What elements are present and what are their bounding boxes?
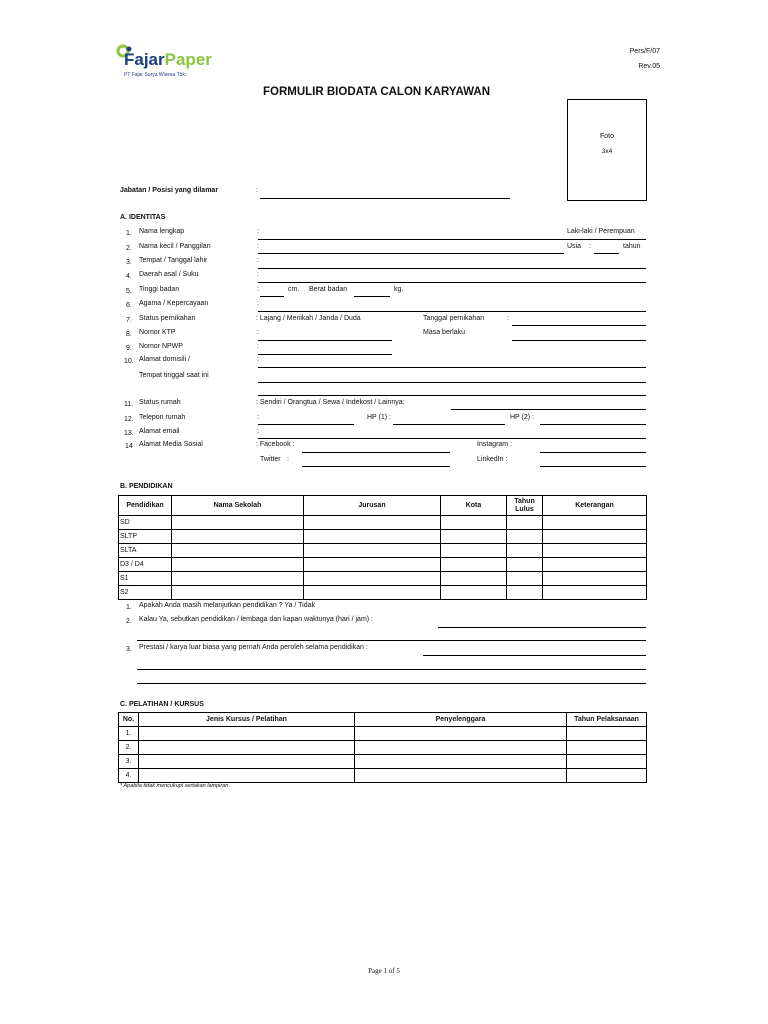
position-colon: : <box>256 187 258 194</box>
cell[interactable] <box>543 516 647 530</box>
cell[interactable] <box>567 727 647 741</box>
cell[interactable] <box>304 572 441 586</box>
cell[interactable] <box>139 769 355 783</box>
table-row <box>119 544 647 558</box>
cell[interactable] <box>543 586 647 600</box>
cell[interactable] <box>507 544 543 558</box>
brand-name-part2: Paper <box>164 50 212 69</box>
table-row <box>119 586 647 600</box>
colon: : <box>257 286 259 293</box>
instagram-field[interactable] <box>540 452 646 453</box>
cell[interactable] <box>172 516 304 530</box>
cell[interactable] <box>567 769 647 783</box>
cell[interactable] <box>304 558 441 572</box>
cell[interactable] <box>567 755 647 769</box>
cell[interactable] <box>139 727 355 741</box>
cell[interactable] <box>304 544 441 558</box>
hp2-field[interactable] <box>540 424 646 425</box>
cell[interactable] <box>172 572 304 586</box>
identity-no-7: 7. <box>126 317 132 324</box>
cell[interactable] <box>507 558 543 572</box>
weight-field[interactable] <box>354 296 390 297</box>
col-header-jurusan: Jurusan <box>304 496 441 516</box>
colon: : <box>257 428 259 435</box>
row-number: 2. <box>119 741 139 755</box>
identity-label-5: Tinggi badan <box>139 286 180 293</box>
cell[interactable] <box>507 586 543 600</box>
table-row <box>119 558 647 572</box>
identity-label-10: Alamat domisili / <box>139 356 190 363</box>
document-code: Pers/F/07 <box>629 48 660 55</box>
identity-no-6: 6. <box>126 302 132 309</box>
col-header-nama-sekolah: Nama Sekolah <box>172 496 304 516</box>
table-row <box>119 516 647 530</box>
height-unit: cm. <box>288 286 300 293</box>
linkedin-label: LinkedIn : <box>477 456 508 463</box>
cell[interactable] <box>304 530 441 544</box>
col-header-jenis-kursus: Jenis Kursus / Pelatihan <box>139 713 355 727</box>
identity-no-14: 14 <box>125 443 133 450</box>
identity-no-8: 8. <box>126 331 132 338</box>
training-table <box>118 712 647 783</box>
col-header-keterangan: Keterangan <box>543 496 647 516</box>
education-level: SD <box>119 516 172 530</box>
company-name: PT Fajar Surya Wisesa Tbk. <box>124 72 187 78</box>
cell[interactable] <box>543 544 647 558</box>
age-unit: tahun <box>623 243 641 250</box>
education-level: SLTP <box>119 530 172 544</box>
cell[interactable] <box>441 530 507 544</box>
photo-box <box>567 99 647 201</box>
email-field[interactable] <box>258 438 646 439</box>
identity-no-13: 13. <box>124 430 134 437</box>
col-header-tahun: Tahun <box>514 497 535 505</box>
weight-unit: kg. <box>394 286 404 293</box>
identity-label-7: Status pernikahan <box>139 315 196 322</box>
age-field[interactable] <box>594 253 619 254</box>
identity-label-6: Agama / Kepercayaan <box>139 300 209 307</box>
question-3-field-1[interactable] <box>423 655 646 656</box>
question-no-3: 3. <box>126 646 132 653</box>
address-field-3[interactable] <box>258 395 646 396</box>
question-2-field-1[interactable] <box>438 627 646 628</box>
cell[interactable] <box>441 544 507 558</box>
cell[interactable] <box>304 586 441 600</box>
identity-label-1: Nama lengkap <box>139 228 185 235</box>
gender-options[interactable]: Laki-laki / Perempuan <box>567 228 635 235</box>
question-no-2: 2. <box>126 618 132 625</box>
row-number: 3. <box>119 755 139 769</box>
cell[interactable] <box>355 755 567 769</box>
valid-until-label: Masa berlaku <box>423 329 466 336</box>
question-2: Kalau Ya, sebutkan pendidikan / lembaga dan kapan waktunya (hari / jam) : <box>139 616 373 623</box>
age-label: Usia <box>567 243 582 250</box>
marriage-date-label: Tanggal pernikahan <box>423 315 485 322</box>
identity-label-2: Nama kecil / Panggilan <box>139 243 211 250</box>
identity-label-9: Nomor NPWP <box>139 343 183 350</box>
row-number: 1. <box>119 727 139 741</box>
address-field-2[interactable] <box>258 382 646 383</box>
education-level: S2 <box>119 586 172 600</box>
identity-no-3: 3. <box>126 259 132 266</box>
cell[interactable] <box>441 516 507 530</box>
education-level: D3 / D4 <box>119 558 172 572</box>
linkedin-field[interactable] <box>540 466 646 467</box>
ktp-field[interactable] <box>258 340 392 341</box>
height-field[interactable] <box>260 296 284 297</box>
npwp-field[interactable] <box>258 354 392 355</box>
nickname-field[interactable] <box>258 253 564 254</box>
cell[interactable] <box>507 572 543 586</box>
hp1-label: HP (1) : <box>367 414 391 421</box>
cell[interactable] <box>441 558 507 572</box>
education-table <box>118 495 647 600</box>
cell[interactable] <box>355 727 567 741</box>
twitter-field[interactable] <box>302 466 450 467</box>
question-3-field-2[interactable] <box>137 669 646 670</box>
religion-field[interactable] <box>258 311 646 312</box>
address-field-1[interactable] <box>258 367 646 368</box>
cell[interactable] <box>172 530 304 544</box>
identity-label-14: Alamat Media Sosial <box>139 441 203 448</box>
house-other-field[interactable] <box>451 409 646 410</box>
identity-no-4: 4. <box>126 273 132 280</box>
col-header-tahun-lulus <box>507 496 543 516</box>
identity-label-4: Daerah asal / Suku <box>139 271 199 278</box>
table-row <box>119 741 647 755</box>
identity-label-12: Telepon rumah <box>139 414 186 421</box>
colon: : <box>287 456 289 463</box>
identity-no-9: 9. <box>126 345 132 352</box>
full-name-field[interactable] <box>258 239 646 240</box>
cell[interactable] <box>543 558 647 572</box>
colon: : <box>507 315 509 322</box>
question-2-field-2[interactable] <box>137 640 646 641</box>
row-number: 4. <box>119 769 139 783</box>
valid-until-field[interactable] <box>512 340 646 341</box>
cell[interactable] <box>139 741 355 755</box>
cell[interactable] <box>355 769 567 783</box>
cell[interactable] <box>543 530 647 544</box>
instagram-label: Instagram : <box>477 441 513 448</box>
section-heading-identity: A. IDENTITAS <box>120 214 166 221</box>
col-header-kota: Kota <box>441 496 507 516</box>
colon: : <box>257 243 259 250</box>
identity-no-11: 11. <box>124 401 134 408</box>
table-row <box>119 572 647 586</box>
colon: : <box>257 300 259 307</box>
cell[interactable] <box>304 516 441 530</box>
education-level: S1 <box>119 572 172 586</box>
page-number: Page 1 of 5 <box>368 967 400 975</box>
position-field[interactable] <box>260 198 510 199</box>
col-header-penyelenggara: Penyelenggara <box>355 713 567 727</box>
identity-label-8: Nomor KTP <box>139 329 176 336</box>
col-header-tahun-pelaksanaan: Tahun Pelaksanaan <box>567 713 647 727</box>
section-heading-training: C. PELATIHAN / KURSUS <box>120 701 204 708</box>
home-phone-field[interactable] <box>258 424 354 425</box>
colon: : <box>589 243 591 250</box>
page-title: FORMULIR BIODATA CALON KARYAWAN <box>263 86 491 98</box>
table-row <box>119 530 647 544</box>
weight-label: Berat badan <box>309 286 348 293</box>
birth-field[interactable] <box>258 268 646 269</box>
identity-no-1: 1. <box>126 230 132 237</box>
identity-no-10: 10. <box>124 358 134 365</box>
training-note: * Apabila tidak mencukupi sertakan lampiran. <box>120 783 230 789</box>
photo-label: Foto <box>599 133 614 140</box>
cell[interactable] <box>355 741 567 755</box>
colon: : <box>257 271 259 278</box>
cell[interactable] <box>507 530 543 544</box>
question-1: Apakah Anda masih melanjutkan pendidikan ? Ya / Tidak <box>139 602 316 609</box>
colon: : <box>257 329 259 336</box>
table-row <box>119 755 647 769</box>
identity-label-11: Status rumah <box>139 399 181 406</box>
marriage-date-field[interactable] <box>512 325 646 326</box>
cell[interactable] <box>567 741 647 755</box>
brand-name-part1: Fajar <box>124 50 165 69</box>
cell[interactable] <box>441 572 507 586</box>
col-header-lulus: Lulus <box>515 505 534 513</box>
colon: : <box>257 414 259 421</box>
position-label: Jabatan / Posisi yang dilamar <box>120 187 219 194</box>
facebook-label: : Facebook : <box>256 441 295 448</box>
table-row <box>119 769 647 783</box>
marital-options[interactable]: : Lajang / Menikah / Janda / Duda <box>256 315 361 322</box>
house-options[interactable]: : Sendiri / Orangtua / Sewa / Indekost / Lainnya: <box>256 399 405 406</box>
colon: : <box>257 343 259 350</box>
identity-no-5: 5. <box>126 288 132 295</box>
cell[interactable] <box>507 516 543 530</box>
facebook-field[interactable] <box>302 452 450 453</box>
col-header-no: No. <box>119 713 139 727</box>
cell[interactable] <box>441 586 507 600</box>
table-row <box>119 727 647 741</box>
cell[interactable] <box>139 755 355 769</box>
education-level: SLTA <box>119 544 172 558</box>
identity-no-2: 2. <box>126 245 132 252</box>
colon: : <box>257 257 259 264</box>
identity-label-10b: Tempat tinggal saat ini <box>139 372 209 379</box>
identity-label-13: Alamat email <box>139 428 180 435</box>
revision-number: Rev.05 <box>638 63 660 70</box>
question-3-field-3[interactable] <box>137 683 646 684</box>
cell[interactable] <box>172 558 304 572</box>
origin-field[interactable] <box>258 282 646 283</box>
question-3: Prestasi / karya luar biasa yang pernah Anda peroleh selama pendidikan : <box>139 644 368 651</box>
colon: : <box>257 228 259 235</box>
cell[interactable] <box>172 544 304 558</box>
col-header-pendidikan: Pendidikan <box>119 496 172 516</box>
twitter-label: Twitter <box>260 456 281 463</box>
photo-size: 3x4 <box>601 148 613 155</box>
colon: : <box>257 356 259 363</box>
hp2-label: HP (2) : <box>510 414 534 421</box>
question-no-1: 1. <box>126 604 132 611</box>
section-heading-education: B. PENDIDIKAN <box>120 483 173 490</box>
identity-label-3: Tempat / Tanggal lahir <box>139 257 208 264</box>
hp1-field[interactable] <box>393 424 505 425</box>
cell[interactable] <box>543 572 647 586</box>
cell[interactable] <box>172 586 304 600</box>
identity-no-12: 12. <box>124 416 134 423</box>
